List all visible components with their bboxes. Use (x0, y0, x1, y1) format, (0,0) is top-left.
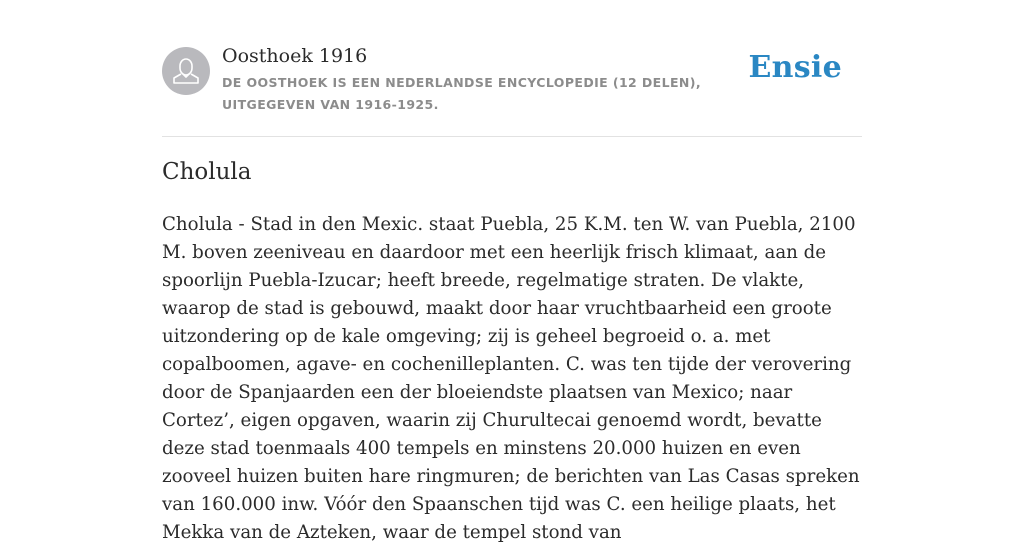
source-header (162, 0, 862, 137)
entry-body-text: Cholula - Stad in den Mexic. staat Puebla, 25 K.M. ten W. van Puebla, 2100 M. boven zeeniveau en daardoor met een heerlijk frisch klimaat, aan de spoorlijn Puebla-Izucar; heeft breede, regelmatige straten. De vlakte, waarop de stad is gebouwd, maakt door haar vruchtbaarheid een groote uitzondering op de kale omgeving; zij is geheel begroeid o. a. met copalboomen, agave- en cochenilleplanten. C. was ten tijde der verovering door de Spanjaarden een der bloeiendste plaatsen van Mexico; naar Cortez’, eigen opgaven, waarin zij Churultecai genoemd wordt, bevatte deze stad toenmaals 400 tempels en minstens 20.000 huizen en even zooveel huizen buiten hare ringmuren; de berichten van Las Casas spreken van 160.000 inw. Vóór den Spaanschen tijd was C. een heilige plaats, het Mekka van de Azteken, waar de tempel stond van (162, 214, 860, 543)
avatar[interactable] (162, 47, 210, 95)
page-container (162, 0, 862, 543)
user-silhouette-icon (162, 47, 210, 95)
source-title[interactable]: Oosthoek 1916 (222, 45, 368, 67)
ensie-logo-link[interactable]: Ensie (748, 50, 842, 85)
source-description: DE OOSTHOEK IS EEN NEDERLANDSE ENCYCLOPEDIE (12 DELEN), UITGEGEVEN VAN 1916-1925. (222, 75, 702, 112)
entry-title: Cholula (162, 159, 252, 185)
